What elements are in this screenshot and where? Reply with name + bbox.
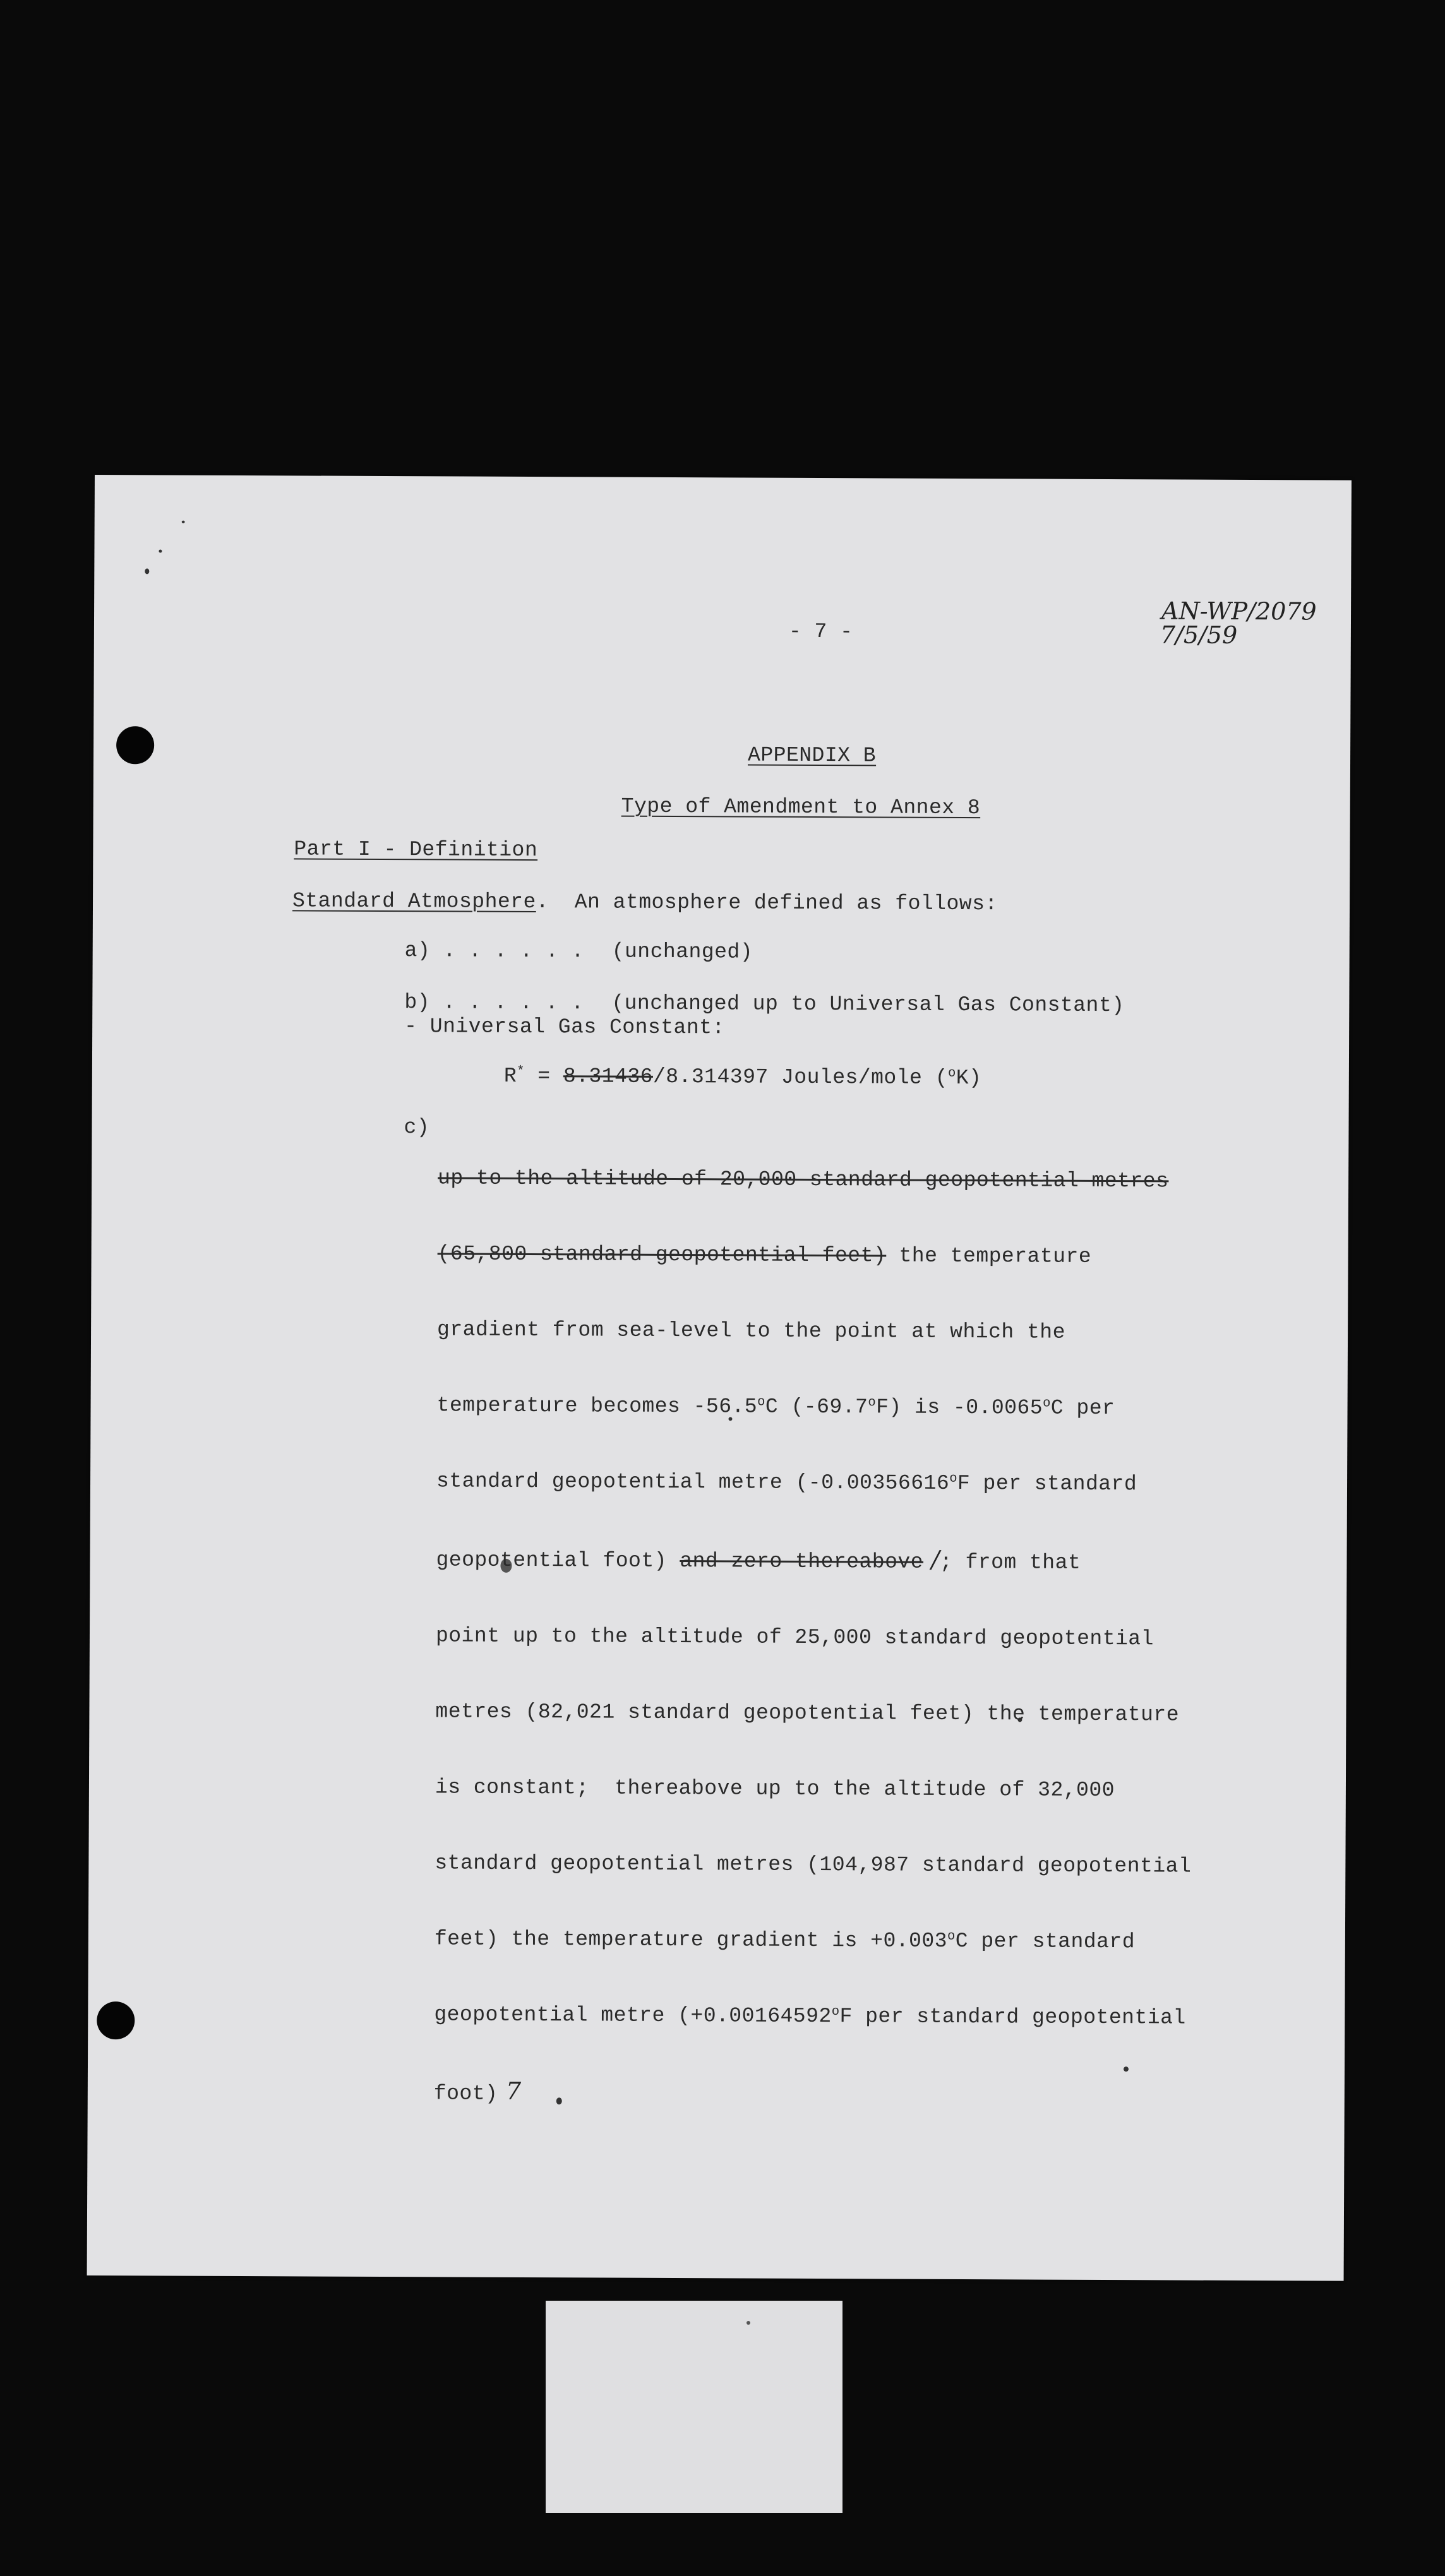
item-b-line2: - Universal Gas Constant: [404,1015,725,1040]
card-speck [746,2321,750,2325]
item-a-label: a) . . . . . . [404,939,585,963]
punch-hole-bottom [97,2001,135,2039]
item-c-line-11: feet) the temperature gradient is $+0.003^oC$ per standard [434,1927,1136,1954]
item-c-line-2: (65,800 standard geopotential feet) the temperature [437,1242,1092,1268]
punch-hole-top [116,726,154,764]
item-c-line-10: standard geopotential metres (104,987 standard geopotential [435,1851,1192,1878]
item-c-line-4: temperature becomes -56.5$^o$C (-69.7$^o$F) is -0.0065$^o$C per [436,1393,1115,1421]
definition-intro: . An atmosphere defined as follows: [536,890,998,916]
item-c-label: c) [404,1116,430,1140]
speck [182,521,185,523]
item-c-line-1: up to the altitude of 20,000 standard geopotential metres [438,1166,1169,1193]
formula-equals: = [524,1064,563,1088]
definition-line [292,888,998,917]
formula-bracket-open: / [652,1064,666,1088]
page-number: - 7 - [788,619,853,644]
formula-superscript: * [517,1064,525,1079]
formula-old-value: 8.31436 [563,1064,654,1088]
gas-constant-formula [504,1064,982,1091]
item-b-label: b) . . . . . . [404,991,584,1015]
item-c-line-9: is constant; thereabove up to the altitude of 32,000 [435,1775,1115,1803]
formula-degree: o [947,1066,956,1081]
item-c-line-13: foot) 7 [433,2077,522,2106]
item-c-line-12: geopotential metre ($+0.00164592^oF$ per standard geopotential [434,2003,1186,2030]
formula-new-value: 8.31439 [666,1064,756,1089]
item-c-line-8: metres (82,021 standard geopotential feet) the temperature [435,1700,1180,1727]
document-date: 7/5/59 [1160,621,1238,649]
formula-bracket-close: 7 [755,1065,769,1089]
closing-bracket-mark: 7 [498,2077,522,2105]
part-heading: Part I - Definition [294,837,538,862]
item-c-line-5: standard geopotential metre (-0.00356616$^o$F per standard [436,1469,1137,1496]
definition-term: Standard Atmosphere [292,889,536,914]
document-reference: AN-WP/2079 [1161,597,1317,626]
amendment-subtitle: Type of Amendment to Annex 8 [621,794,981,820]
appendix-title: APPENDIX B [747,743,877,768]
scanner-target-card [546,2301,842,2513]
item-b-text: (unchanged up to Universal Gas Constant) [611,991,1125,1018]
formula-units-end: K) [956,1066,982,1090]
document-page [87,475,1352,2281]
item-c-line-7: point up to the altitude of 25,000 standard geopotential [435,1624,1154,1651]
item-c-line-3: gradient from sea-level to the point at which the [437,1318,1066,1344]
formula-units: Joules/mole ( [768,1065,949,1090]
item-c-line-6: geopotential foot) and zero thereabove /; from that [436,1545,1081,1575]
item-a-text: (unchanged) [611,939,753,964]
speck [159,549,162,552]
formula-symbol: R [503,1064,517,1088]
item-c-block [433,1115,1194,2160]
speck [145,568,149,574]
